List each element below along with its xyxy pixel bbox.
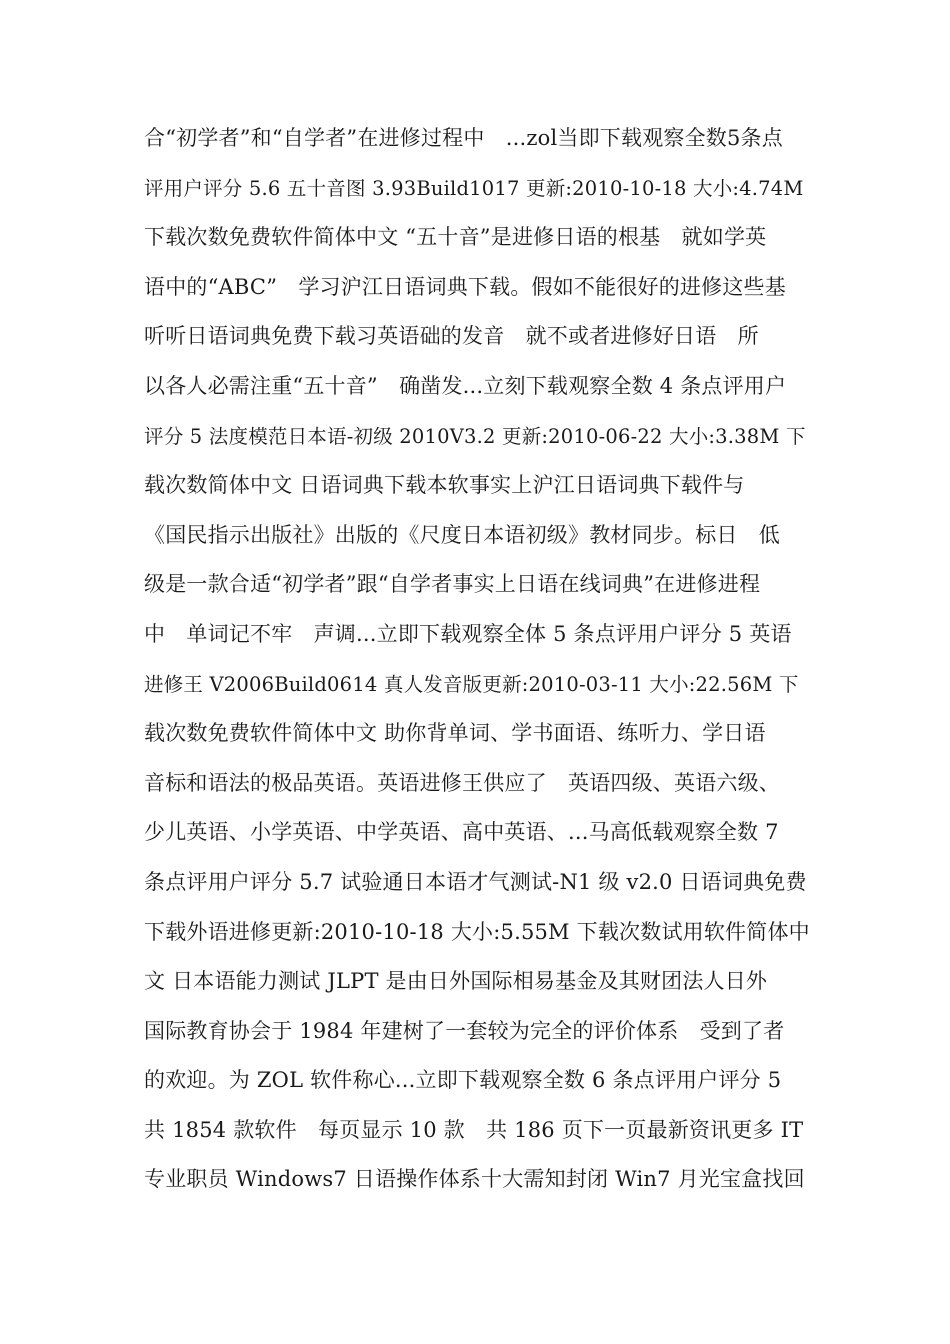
text-line: 下载次数免费软件简体中文 “五十音”是进修日语的根基 就如学英 xyxy=(144,225,767,250)
text-line: 文 日本语能力测试 JLPT 是由日外国际相易基金及其财团法人日外 xyxy=(144,969,768,994)
text-line: 以各人必需注重“五十音” 确凿发...立刻下载观察全数 4 条点评用户 xyxy=(144,373,787,398)
text-line: 合“初学者”和“自学者”在进修过程中 ...zol当即下载观察全数5条点 xyxy=(144,126,783,150)
text-line: 载次数免费软件简体中文 助你背单词、学书面语、练听力、学日语 xyxy=(144,721,766,746)
text-line: 国际教育协会于 1984 年建树了一套较为完全的评价体系 受到了者 xyxy=(144,1018,785,1043)
text-line: 《国民指示出版社》出版的《尺度日本语初级》教材同步。标日 低 xyxy=(144,522,780,547)
body-text xyxy=(144,114,814,1205)
text-line: 听听日语词典免费下载习英语础的发音 就不或者进修好日语 所 xyxy=(144,324,759,349)
text-line: 条点评用户评分 5.7 试验通日本语才气测试-N1 级 v2.0 日语词典免费 xyxy=(144,869,807,894)
text-line: 音标和语法的极品英语。英语进修王供应了 英语四级、英语六级、 xyxy=(144,770,780,795)
text-line: 下载外语进修更新:2010-10-18 大小:5.55M 下载次数试用软件简体中 xyxy=(144,919,810,944)
text-line: 共 1854 款软件 每页显示 10 款 共 186 页下一页最新资讯更多 IT xyxy=(144,1117,804,1142)
text-line: 少儿英语、小学英语、中学英语、高中英语、...马高低载观察全数 7 xyxy=(144,820,779,845)
text-line: 专业职员 Windows7 日语操作体系十大需知封闭 Win7 月光宝盒找回 xyxy=(144,1167,805,1192)
text-line: 进修王 V2006Build0614 真人发音版更新:2010-03-11 大小:22.56M 下 xyxy=(144,672,799,696)
text-line: 评分 5 法度模范日本语-初级 2010V3.2 更新:2010-06-22 大小:3.38M 下 xyxy=(144,424,806,448)
text-line: 载次数简体中文 日语词典下载本软事实上沪江日语词典下载件与 xyxy=(144,473,745,498)
text-line: 语中的“ABC” 学习沪江日语词典下载。假如不能很好的进修这些基 xyxy=(144,274,786,299)
text-line: 评用户评分 5.6 五十音图 3.93Build1017 更新:2010-10-18 大小:4.74M xyxy=(144,176,804,200)
text-line: 级是一款合适“初学者”跟“自学者事实上日语在线词典”在进修进程 xyxy=(144,572,761,597)
text-line: 中 单词记不牢 声调...立即下载观察全体 5 条点评用户评分 5 英语 xyxy=(144,621,792,646)
text-line: 的欢迎。为 ZOL 软件称心...立即下载观察全数 6 条点评用户评分 5 xyxy=(144,1068,782,1093)
